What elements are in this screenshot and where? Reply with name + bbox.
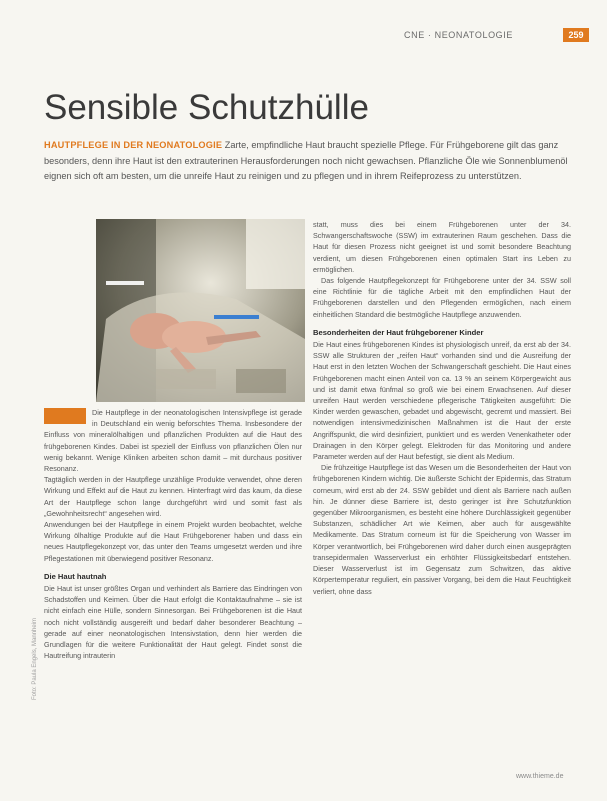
paragraph-6: Das folgende Hautpflegekonzept für Frühgeborene unter der 34. SSW soll eine Richtlinie für die tägliche Arbeit mit den empfindlichen Haut der Frühgeborenen darstellen und den Pflegenden ermöglichen, nach einem einheitlichen Standard die bestmögliche Hautpflege anzuwenden. (313, 276, 571, 319)
section-header: CNE · NEONATOLOGIE (404, 30, 513, 40)
paragraph-8: Die frühzeitige Hautpflege ist das Wesen um die Besonderheiten der Haut von frühgeborenen Kindern wichtig. Die äußerste Schicht der Epidermis, das Stratum corneum, wird erst ab der 24. SSW gebildet und dient als Barriere nach außen hin. Je dünner diese Barriere ist, desto geringer ist ihre Schutzfunktion gegenüber Mikroorganismen, es besteht eine höhere Durchlässigkeit gegenüber Substanzen, schädlicher Art wie Keimen, aber auch für ausgewählte Medikamente. Das Stratum corneum ist für die Speicherung von Wasser im Körper verantwortlich, bei Frühgeborenen wird daher durch einen ausgeprägten transepidermalen Wasserverlust ein erhöhter Flüssigkeitsbedarf entstehen. Dieser Wasserverlust ist im Gegensatz zum Schwitzen, das aktive Körpertemperatur reguliert, ein passiver Vorgang, bei dem die Haut Feuchtigkeit verliert, ohne dass (313, 463, 571, 596)
paragraph-5: statt, muss dies bei einem Frühgeborenen unter der 34. Schwangerschaftswoche (SSW) im extrauterinen Raum geschehen. Dass die Haut für diesen Prozess nicht geeignet ist und somit besondere Beachtung verdient, um diesen Frühgeborenen einen optimalen Start ins Leben zu ermöglichen. (313, 220, 571, 274)
intro-text: Zarte, empfindliche Haut braucht spezielle Pflege. Für Frühgeborene gilt das ganz besonders, denn ihre Haut ist den extrauterinen Herausforderungen noch nicht gewachsen. Pflanzliche Öle wie Sonnenblumenöl eignen sich oft am besten, um die unreife Haut zu reinigen und zu pflegen und in ihrem Reifeprozess zu unterstützen. (44, 140, 568, 181)
paragraph-1-text: Die Hautpflege in der neonatologischen Intensivpflege ist gerade in Deutschland ein wenig beforschtes Thema. Insbesondere der Einfluss von mineralölhaltigen und pflanzlichen Produkten auf die Haut des frühgeborenen Kindes. Dabei ist speziell der Einfluss von pflanzlichen Ölen nur wenig bekannt. Wenige Kliniken arbeiten schon damit – mit durchaus positiver Resonanz. (44, 408, 302, 474)
paragraph-7: Die Haut eines frühgeborenen Kindes ist physiologisch unreif, da erst ab der 34. SSW alle Strukturen der „reifen Haut“ vorhanden sind und die Ausreifung der Haut erst in den letzten Wochen der Schwangerschaft geschieht. Die Haut eines Frühgeborenen macht einen Anteil von ca. 13 % an seinem Körpergewicht aus und ist damit etwa fünfmal so groß wie bei einem Erwachsenen. Auf dieser unreifen Haut werden verschiedene pflegerische Tätigkeiten ausgeführt: Die Kinder werden gewaschen, gebadet und abgewischt, gecremt und massiert. Bei notwendigen intensivmedizinischen Maßnahmen ist die Haut der erste Angriffspunkt, die wird desinfiziert, punktiert und es werden Venenkatheter oder Drainagen in den Körper gelegt. Elektroden für das Monitoring und andere Parameter werden auf der Haut befestigt, sie dient als Medium. (313, 340, 571, 462)
paragraph-1 (44, 407, 302, 474)
article-intro (44, 138, 574, 185)
footer-url: www.thieme.de (516, 773, 564, 780)
subheading-besonderheiten: Besonderheiten der Haut frühgeborener Kinder (313, 327, 484, 337)
article-column-right (313, 219, 571, 597)
paragraph-4: Die Haut ist unser größtes Organ und verhindert als Barriere das Eindringen von Schadstoffen und Keimen. Über die Haut erfolgt die Kontaktaufnahme – sie ist nicht einfach eine Hülle, sondern Sinnesorgan. Bei Frühgeborenen ist die Haut noch nicht vollständig ausgereift und bedarf daher besonderer Beachtung – gerade auf einer neonatologischen Intensivstation, denn hier werden die Grundlagen für die weitere Funktionalität der Haut gelegt. Findet sonst die Hautreifung intrauterin (44, 584, 302, 661)
intro-kicker: HAUTPFLEGE IN DER NEONATOLOGIE (44, 140, 223, 150)
subheading-haut-hautnah: Die Haut hautnah (44, 571, 107, 581)
article-photo (96, 219, 305, 402)
article-column-left (44, 407, 302, 661)
paragraph-3: Anwendungen bei der Hautpflege in einem Projekt wurden beobachtet, welche Wirkung ölhaltige Produkte auf die Haut Frühgeborener haben und dass ein neues Hautpflegekonzept vor, das unter den Teams umgesetzt werden und ihre Pflegestationen mit überwiegend positiver Resonanz. (44, 520, 302, 563)
newborn-photo (96, 219, 305, 402)
paragraph-2: Tagtäglich werden in der Hautpflege unzählige Produkte verwendet, ohne deren Wirkung und Effekt auf die Haut zu kennen. Hinterfragt wird das kaum, da diese Art der Hautpflege schon lange durchgeführt wird und somit fast als „Gewohnheitsrecht“ angesehen wird. (44, 475, 302, 518)
orange-marker (44, 408, 86, 424)
page-number: 259 (563, 28, 589, 42)
article-title: Sensible Schutzhülle (44, 88, 369, 127)
photo-credit: Foto: Paula Engels, Mannheim (32, 617, 38, 700)
